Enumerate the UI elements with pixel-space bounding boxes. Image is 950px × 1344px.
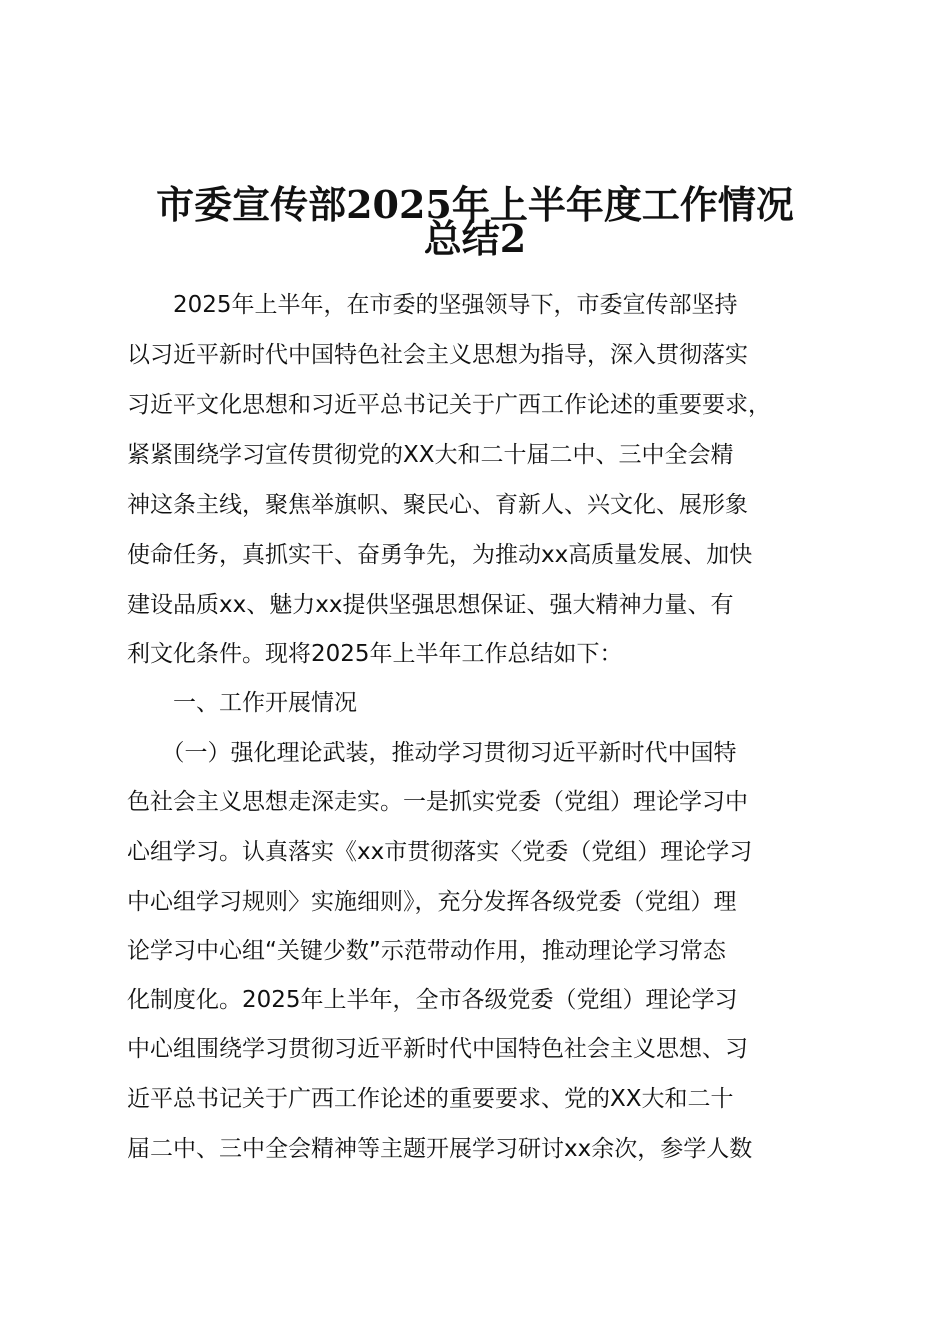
body-line: 利文化条件。现将2025年上半年工作总结如下： <box>127 641 623 667</box>
body-line: 建设品质xx、魅力xx提供坚强思想保证、强大精神力量、有 <box>127 592 734 618</box>
body-line: 2025年上半年，在市委的坚强领导下，市委宣传部坚持 <box>127 292 738 318</box>
body-line: 中心组围绕学习贯彻习近平新时代中国特色社会主义思想、习 <box>127 1036 748 1062</box>
body-line: （一）强化理论武装，推动学习贯彻习近平新时代中国特 <box>127 740 737 766</box>
body-line: 心组学习。认真落实《xx市贯彻落实〈党委（党组）理论学习 <box>127 839 753 865</box>
document-title-line-2: 总结2 <box>423 216 527 261</box>
body-line: 化制度化。2025年上半年，全市各级党委（党组）理论学习 <box>127 987 738 1013</box>
body-line: 中心组学习规则〉实施细则》，充分发挥各级党委（党组）理 <box>127 889 737 915</box>
body-line: 紧紧围绕学习宣传贯彻党的XX大和二十届二中、三中全会精 <box>127 442 734 468</box>
document-title-line-1: 市委宣传部2025年上半年度工作情况 <box>156 182 794 227</box>
body-line: 使命任务，真抓实干、奋勇争先，为推动xx高质量发展、加快 <box>127 542 753 568</box>
body-line: 届二中、三中全会精神等主题开展学习研讨xx余次，参学人数 <box>127 1136 753 1162</box>
body-line: 以习近平新时代中国特色社会主义思想为指导，深入贯彻落实 <box>127 342 748 368</box>
body-line: 神这条主线，聚焦举旗帜、聚民心、育新人、兴文化、展形象 <box>127 492 748 518</box>
section-heading: 一、工作开展情况 <box>127 690 357 716</box>
body-line: 习近平文化思想和习近平总书记关于广西工作论述的重要要求， <box>127 392 771 418</box>
body-line: 色社会主义思想走深走实。一是抓实党委（党组）理论学习中 <box>127 789 748 815</box>
body-line: 论学习中心组“关键少数”示范带动作用，推动理论学习常态 <box>127 938 726 964</box>
body-line: 近平总书记关于广西工作论述的重要要求、党的XX大和二十 <box>127 1086 734 1112</box>
